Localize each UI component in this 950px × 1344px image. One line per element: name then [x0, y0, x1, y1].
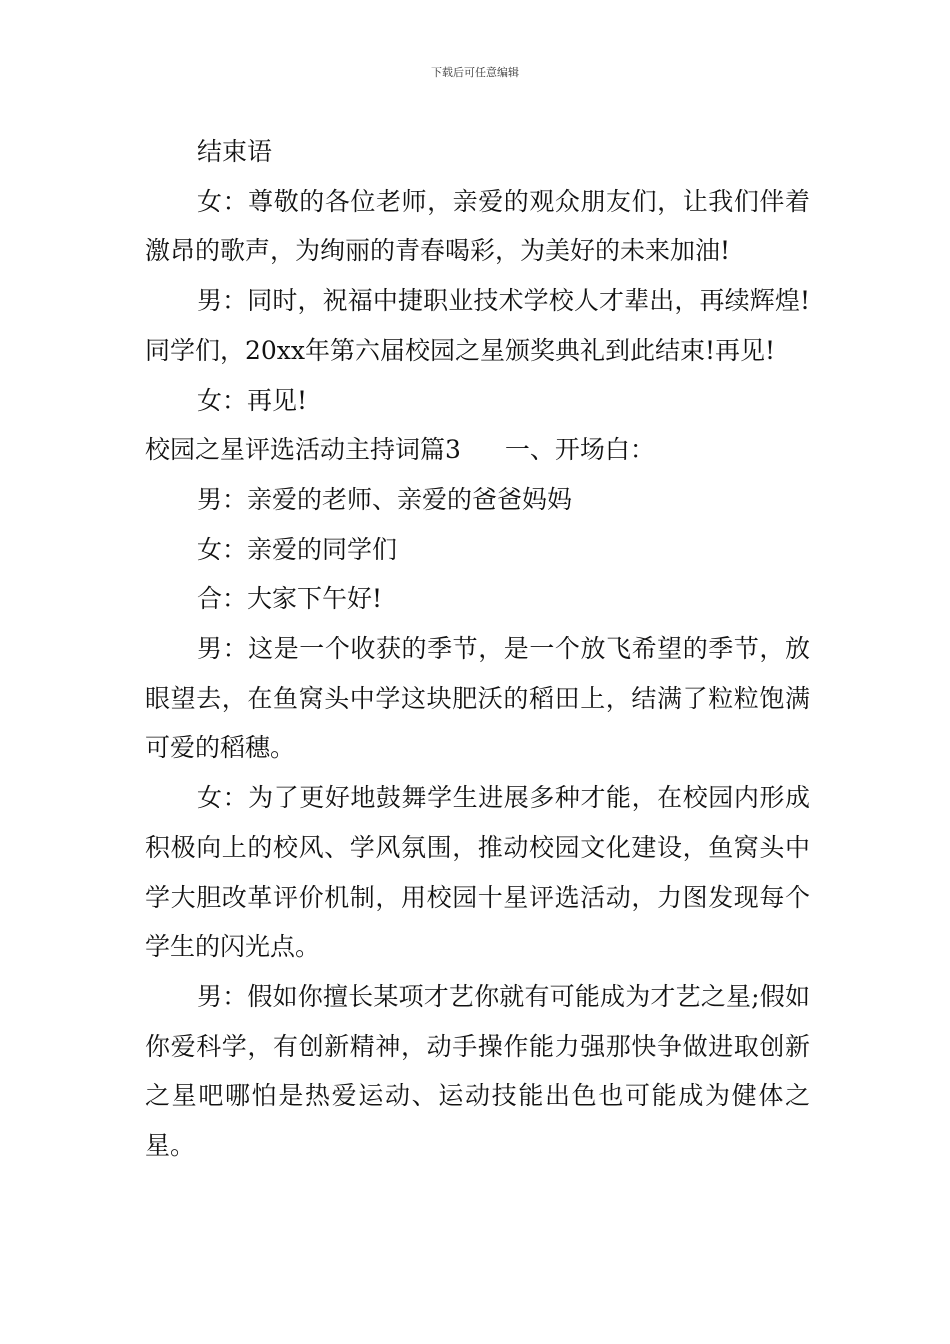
closing-heading: 结束语 [197, 137, 273, 166]
dialogue-paragraph: 女：亲爱的同学们 [197, 534, 398, 564]
dialogue-paragraph: 女：尊敬的各位老师，亲爱的观众朋友们，让我们伴着激昂的歌声，为绚丽的青春喝彩，为美好的未来加油! [145, 186, 810, 266]
section-subtitle: 一、开场白： [504, 435, 655, 465]
section-title: 校园之星评选活动主持词篇3 [145, 435, 461, 465]
dialogue-paragraph: 女：为了更好地鼓舞学生进展多种才能，在校园内形成积极向上的校风、学风氛围，推动校园文化建设，鱼窝头中学大胆改革评价机制，用校园十星评选活动，力图发现每个学生的闪光点。 [145, 783, 810, 962]
dialogue-paragraph: 男：假如你擅长某项才艺你就有可能成为才艺之星;假如你爱科学，有创新精神，动手操作能力强那快争做进取创新之星吧哪怕是热爱运动、运动技能出色也可能成为健体之星。 [145, 981, 810, 1161]
dialogue-paragraph: 男：亲爱的老师、亲爱的爸爸妈妈 [197, 484, 573, 514]
dialogue-paragraph: 男：同时，祝福中捷职业技术学校人才辈出，再续辉煌!同学们，20xx年第六届校园之星颁奖典礼到此结束!再见! [145, 286, 810, 365]
dialogue-paragraph: 合：大家下午好! [197, 584, 383, 614]
dialogue-paragraph: 男：这是一个收获的季节，是一个放飞希望的季节，放眼望去，在鱼窝头中学这块肥沃的稻田上，结满了粒粒饱满可爱的稻穗。 [145, 634, 810, 763]
section-heading [145, 425, 810, 475]
page-header-note: 下载后可任意编辑 [431, 66, 519, 79]
document-body [145, 127, 810, 1171]
dialogue-paragraph: 女：再见! [197, 385, 308, 415]
